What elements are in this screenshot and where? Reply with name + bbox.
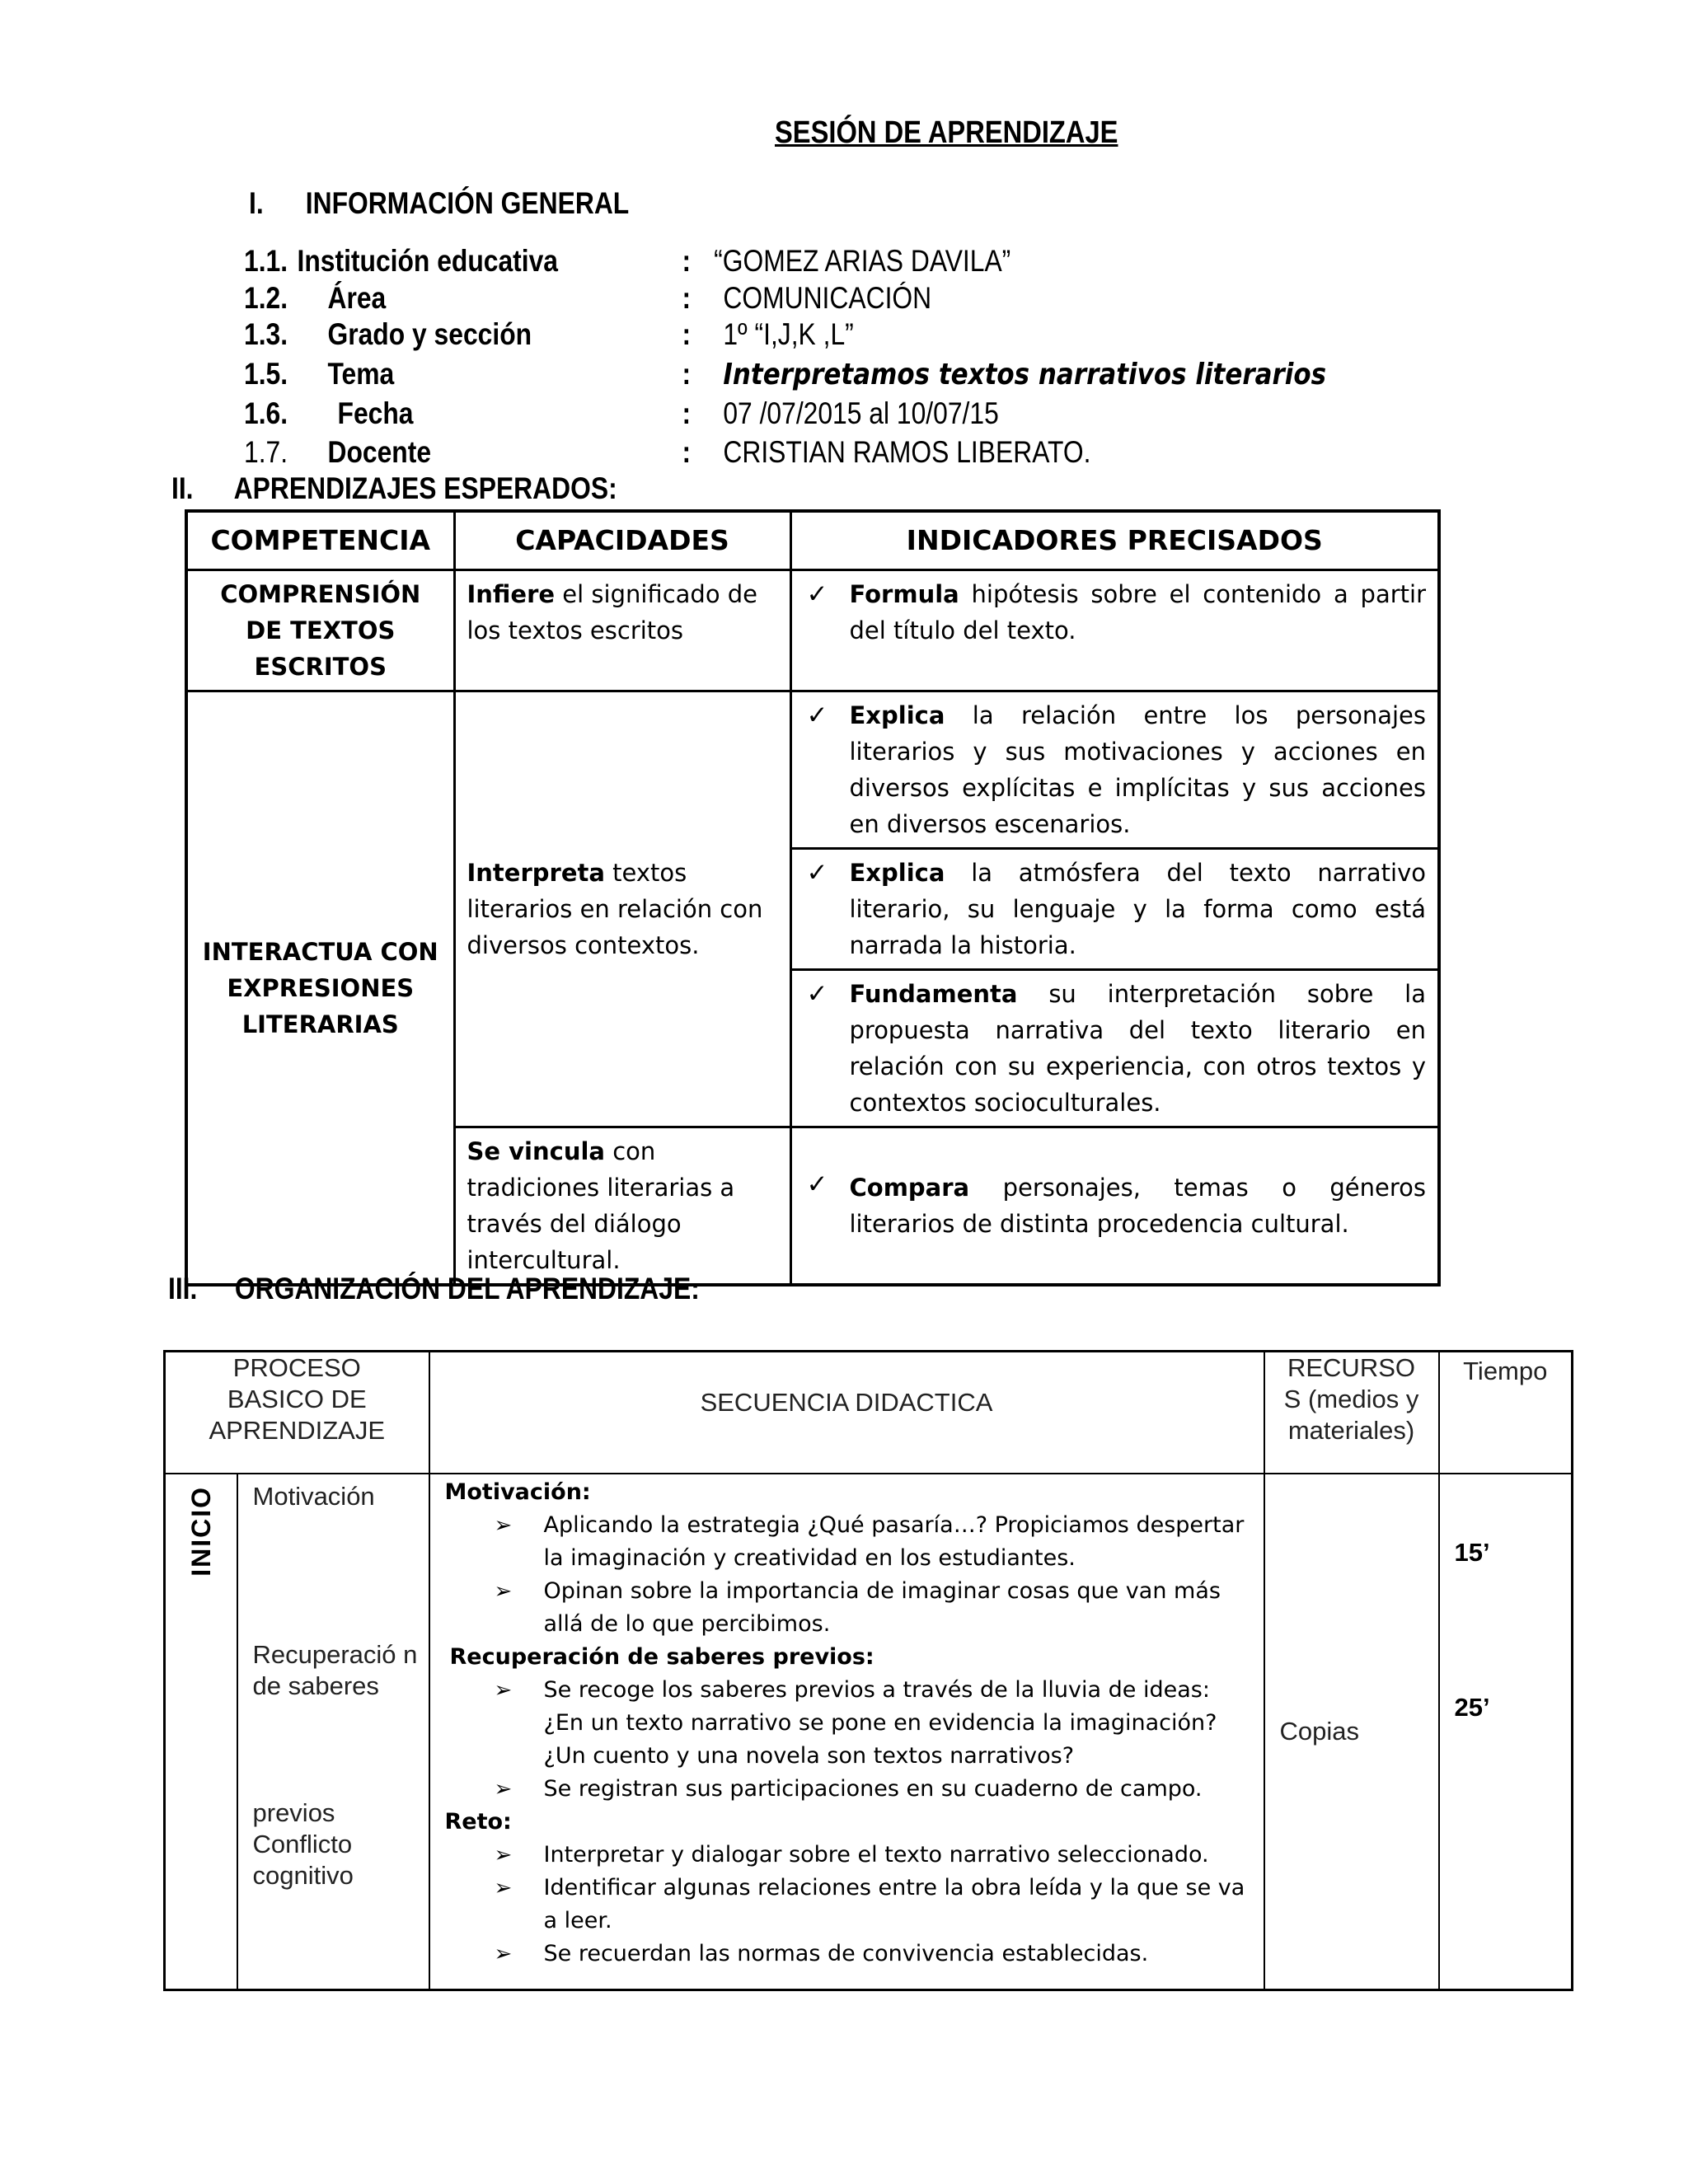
section-3-number: III. [168, 1272, 198, 1305]
capacidad-text: con tradiciones literarias a través del diálogo intercultural. [467, 1137, 735, 1274]
section-1-heading [249, 186, 629, 221]
arrow-bullet-icon: ➢ [494, 1579, 513, 1604]
arrow-bullet-icon: ➢ [494, 1942, 513, 1966]
info-label: Tema [327, 357, 395, 391]
info-value: “GOMEZ ARIAS DAVILA” [714, 244, 1011, 278]
info-label: Institución educativa [297, 244, 558, 278]
proceso-previos: previos Conflicto cognitivo [252, 1798, 354, 1890]
capacidad-text: el significado de los textos escritos [467, 580, 758, 644]
info-label: Grado y sección [327, 317, 532, 351]
page-title: SESIÓN DE APRENDIZAJE [775, 115, 1118, 150]
list-item [445, 1938, 1249, 1971]
organizacion-table [163, 1350, 1573, 1991]
list-item-text: Aplicando la estrategia ¿Qué pasaría…? Propiciamos despertar la imaginación y creatividad en los estudiantes. [543, 1512, 1245, 1571]
info-label: Docente [327, 435, 432, 469]
list-item-text: Identificar algunas relaciones entre la obra leída y la que se va a leer. [543, 1875, 1245, 1933]
indicador-cell [790, 691, 1439, 849]
indicador-text: personajes, temas o géneros literarios de distinta procedencia cultural. [849, 1174, 1426, 1238]
header-proceso: PROCESO BASICO DE APRENDIZAJE [165, 1352, 429, 1474]
table-row [186, 691, 1439, 849]
info-label: Área [327, 281, 387, 315]
check-icon: ✓ [806, 979, 828, 1009]
list-item-text: Se recuerdan las normas de convivencia establecidas. [543, 1941, 1149, 1966]
table-header-row [165, 1352, 1573, 1474]
info-row-institucion [244, 244, 1010, 279]
list-item-text: Se registran sus participaciones en su cuaderno de campo. [543, 1776, 1203, 1802]
check-icon: ✓ [806, 579, 828, 609]
indicador-cell [790, 849, 1439, 970]
capacidad-cell [454, 1127, 790, 1286]
info-row-docente [244, 435, 1091, 470]
indicador-cell [790, 970, 1439, 1127]
info-colon: : [682, 396, 692, 430]
recuperacion-label: Recuperación de saberes previos: [449, 1644, 874, 1670]
list-item [445, 1839, 1249, 1872]
info-value: 07 /07/2015 al 10/07/15 [723, 396, 999, 430]
check-icon: ✓ [806, 1169, 828, 1199]
indicador-keyword: Fundamenta [849, 980, 1018, 1008]
table-row [186, 570, 1439, 691]
capacidad-keyword: Se vincula [467, 1137, 605, 1165]
indicador-cell [790, 570, 1439, 691]
reto-label: Reto: [444, 1809, 512, 1835]
info-colon: : [682, 281, 692, 315]
arrow-bullet-icon: ➢ [494, 1876, 513, 1900]
list-item-text: Interpretar y dialogar sobre el texto narrativo seleccionado. [543, 1842, 1209, 1868]
section-2-label: APRENDIZAJES ESPERADOS: [233, 471, 617, 505]
section-1-label: INFORMACIÓN GENERAL [305, 186, 630, 220]
proceso-motivacion: Motivación [252, 1482, 375, 1511]
list-item-text: Se recoge los saberes previos a través de la lluvia de ideas: ¿En un texto narrativo se pone en evidencia la imaginación? ¿Un cuento y una novela son textos narrativos? [543, 1677, 1217, 1769]
section-2-heading [171, 471, 617, 506]
info-row-tema [244, 357, 1326, 391]
check-icon: ✓ [806, 858, 828, 888]
phase-label: INICIO [185, 1486, 216, 1577]
table-row [165, 1474, 1573, 1990]
competencia-cell: INTERACTUA CON EXPRESIONES LITERARIAS [186, 691, 454, 1286]
list-item-text: Opinan sobre la importancia de imaginar cosas que van más allá de lo que percibimos. [543, 1578, 1221, 1637]
aprendizajes-table [185, 509, 1441, 1286]
info-num: 1.3. [244, 317, 288, 351]
info-value: CRISTIAN RAMOS LIBERATO. [723, 435, 1091, 469]
tiempo-value: 15’ [1454, 1538, 1490, 1567]
capacidad-keyword: Infiere [467, 580, 556, 608]
capacidad-cell [454, 691, 790, 1127]
list-item [445, 1575, 1249, 1641]
check-icon: ✓ [806, 701, 828, 730]
competencia-cell: COMPRENSIÓN DE TEXTOS ESCRITOS [186, 570, 454, 691]
table-header-row [186, 511, 1439, 570]
info-num: 1.6. [244, 396, 288, 430]
section-1-number: I. [249, 186, 264, 220]
header-indicadores: INDICADORES PRECISADOS [790, 511, 1439, 570]
info-colon: : [682, 357, 692, 391]
list-item [445, 1773, 1249, 1806]
tiempo-cell [1439, 1474, 1573, 1990]
indicador-keyword: Explica [849, 859, 945, 887]
indicador-text: la relación entre los personajes literarios y sus motivaciones y acciones en diversos explícitas e implícitas y sus acciones en diversos escenarios. [849, 701, 1426, 838]
arrow-bullet-icon: ➢ [494, 1843, 513, 1868]
list-item [445, 1674, 1249, 1773]
arrow-bullet-icon: ➢ [494, 1513, 513, 1538]
indicador-text: su interpretación sobre la propuesta narrativa del texto literario en relación con su experiencia, con otros textos y contextos socioculturales. [849, 980, 1426, 1117]
info-label: Fecha [337, 396, 414, 430]
info-colon: : [682, 244, 692, 278]
capacidad-cell [454, 570, 790, 691]
indicador-cell [790, 1127, 1439, 1286]
indicador-keyword: Formula [849, 580, 959, 608]
list-item [445, 1509, 1249, 1575]
header-recursos: RECURSO S (medios y materiales) [1264, 1352, 1439, 1474]
capacidad-keyword: Interpreta [467, 859, 605, 887]
recurso-cell: Copias [1264, 1474, 1439, 1990]
header-capacidades: CAPACIDADES [454, 511, 790, 570]
arrow-bullet-icon: ➢ [494, 1777, 513, 1802]
info-row-area [244, 281, 931, 316]
info-colon: : [682, 317, 692, 351]
section-2-number: II. [171, 471, 194, 505]
proceso-recuperacion: Recuperació n de saberes [252, 1640, 418, 1700]
arrow-bullet-icon: ➢ [494, 1678, 513, 1703]
header-tiempo: Tiempo [1439, 1352, 1573, 1474]
indicador-keyword: Explica [849, 701, 945, 729]
proceso-cell [237, 1474, 429, 1990]
info-num: 1.7. [244, 435, 288, 469]
section-3-label: ORGANIZACIÓN DEL APRENDIZAJE: [234, 1272, 700, 1305]
indicador-text: hipótesis sobre el contenido a partir del título del texto. [849, 580, 1426, 644]
info-num: 1.2. [244, 281, 288, 315]
info-row-fecha [244, 396, 999, 431]
section-3-heading [168, 1272, 700, 1306]
list-item [445, 1872, 1249, 1938]
info-num: 1.1. [244, 244, 288, 278]
info-colon: : [682, 435, 692, 469]
capacidad-text: textos literarios en relación con diversos contextos. [467, 859, 763, 959]
info-value-tema: Interpretamos textos narrativos literarios [723, 358, 1327, 391]
info-value-grade: 1º [723, 317, 748, 351]
tiempo-value: 25’ [1454, 1693, 1490, 1722]
indicador-keyword: Compara [849, 1174, 970, 1202]
indicador-text: la atmósfera del texto narrativo literario, su lenguaje y la forma como está narrada la historia. [849, 859, 1426, 959]
header-competencia: COMPETENCIA [186, 511, 454, 570]
info-value: “I,J,K ,L” [754, 317, 854, 351]
secuencia-cell [429, 1474, 1264, 1990]
info-num: 1.5. [244, 357, 288, 391]
motivacion-label: Motivación: [444, 1479, 591, 1505]
phase-cell [165, 1474, 237, 1990]
info-row-grado [244, 317, 854, 352]
info-value: COMUNICACIÓN [723, 281, 932, 315]
header-secuencia: SECUENCIA DIDACTICA [429, 1352, 1264, 1474]
